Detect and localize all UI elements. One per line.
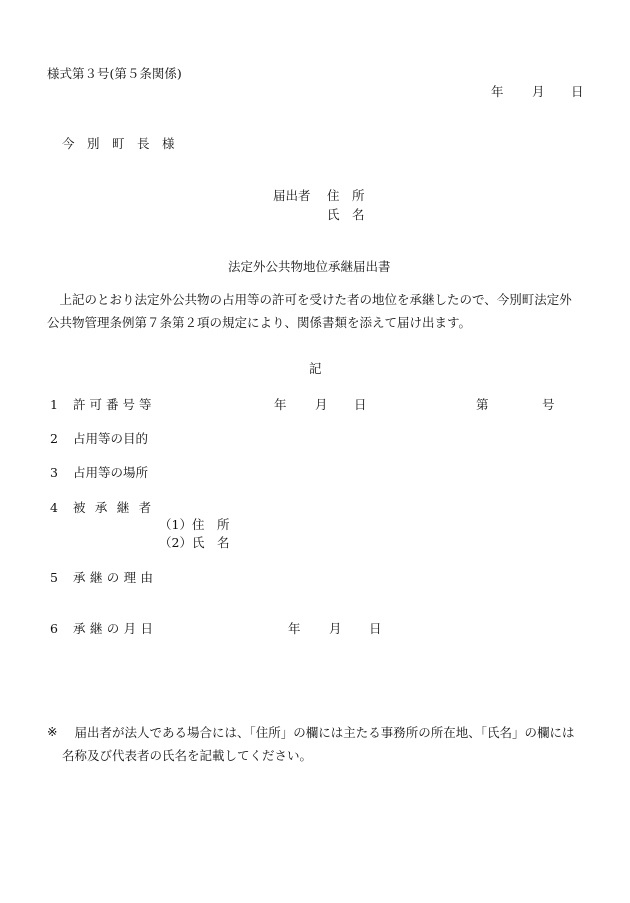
item-6-day: 日 — [369, 621, 382, 636]
item-label: 承継の理由 — [73, 570, 158, 585]
item-label: 占用等の目的 — [73, 431, 149, 446]
header-date-year: 年 — [491, 84, 504, 99]
item-number: 5 — [50, 570, 58, 585]
header-date-month: 月 — [532, 84, 545, 99]
item-1-dai: 第 — [476, 397, 489, 412]
body-paragraph: 上記のとおり法定外公共物の占用等の許可を受けた者の地位を承継したので、今別町法定外公共物管理条例第７条第２項の規定により、関係書類を添えて届け出ます。 — [47, 292, 572, 331]
ki-label: 記 — [309, 361, 322, 376]
item-number: 4 — [50, 500, 58, 515]
item-6-month: 月 — [329, 621, 342, 636]
item-1-go: 号 — [542, 397, 555, 412]
item-label: 被承継者 — [73, 500, 161, 515]
document-title: 法定外公共物地位承継届出書 — [228, 259, 391, 274]
item-number: 2 — [50, 431, 58, 446]
note-text: 届出者が法人である場合には、「住所」の欄には主たる事務所の所在地、「氏名」の欄には名称及び代表者の氏名を記載してください。 — [62, 725, 575, 764]
form-id: 様式第３号(第５条関係) — [47, 66, 182, 81]
item-1-day: 日 — [354, 397, 367, 412]
item-1-month: 月 — [315, 397, 328, 412]
addressee: 今 別 町 長 様 — [62, 136, 175, 151]
applicant-name-label: 氏 名 — [327, 207, 365, 222]
item-label: 占用等の場所 — [73, 465, 149, 480]
item-number: 6 — [50, 621, 58, 636]
item-number: 1 — [50, 397, 58, 412]
item-label: 許可番号等 — [73, 397, 156, 412]
item-4-sub-name: （2）氏 名 — [159, 535, 230, 550]
item-1-year: 年 — [274, 397, 287, 412]
header-date-day: 日 — [571, 84, 584, 99]
applicant-label: 届出者 — [273, 188, 311, 203]
item-4-sub-address: （1）住 所 — [159, 517, 230, 532]
note-mark: ※ — [47, 724, 58, 739]
item-6-year: 年 — [288, 621, 301, 636]
item-number: 3 — [50, 465, 58, 480]
item-label: 承継の月日 — [73, 621, 158, 636]
applicant-address-label: 住 所 — [327, 188, 365, 203]
